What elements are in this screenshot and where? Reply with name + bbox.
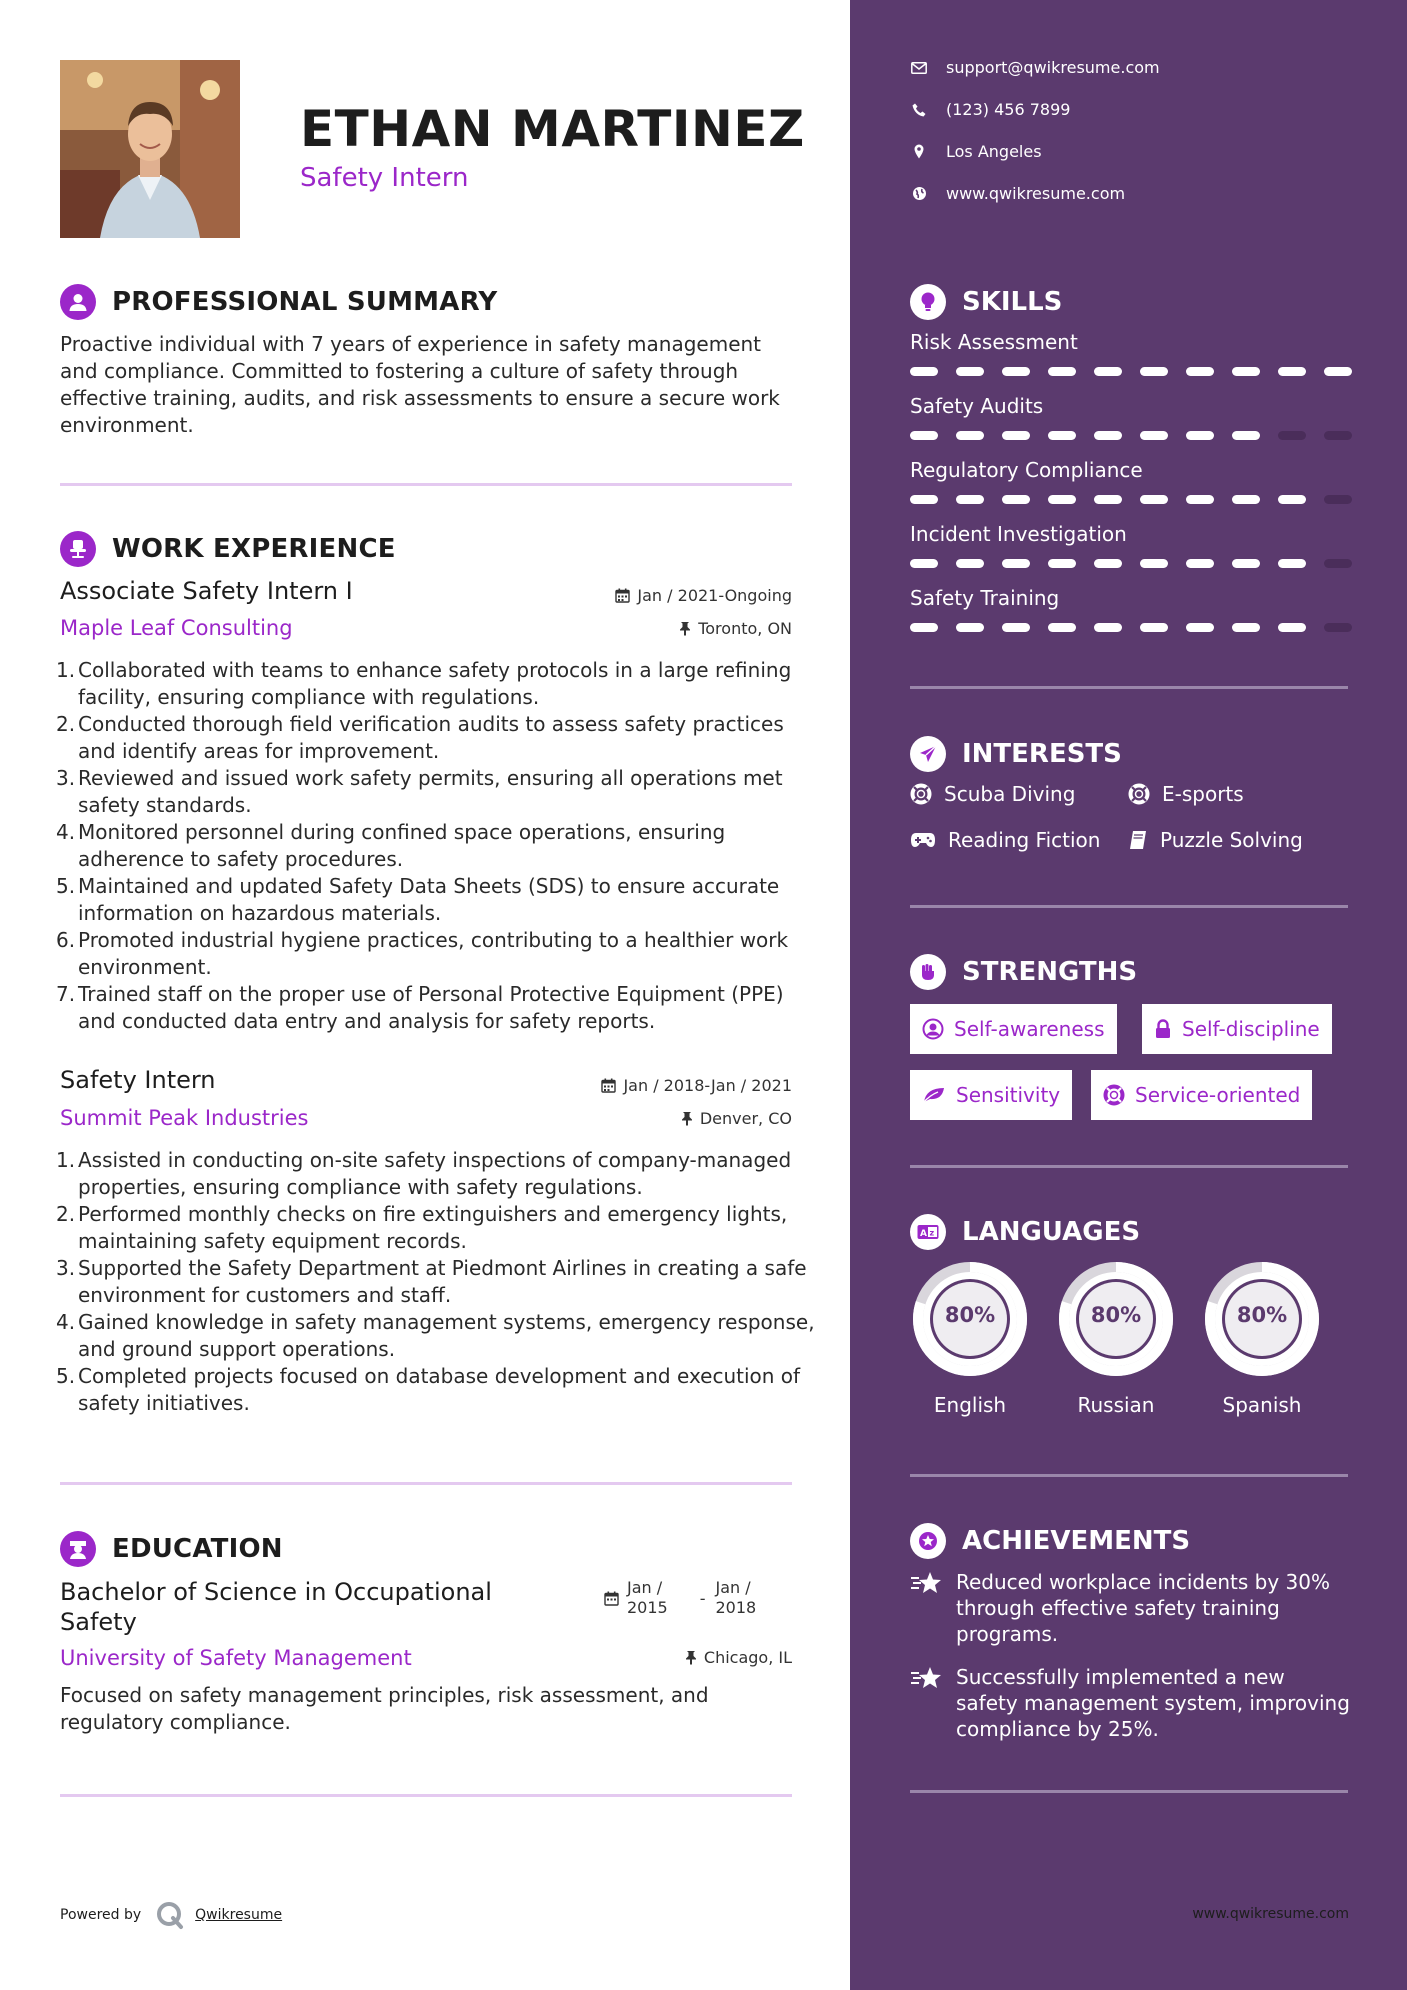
rating-dot-filled xyxy=(956,495,984,504)
rating-dot-filled xyxy=(1094,495,1122,504)
education-heading xyxy=(60,1531,283,1567)
strengths-heading xyxy=(910,954,1137,990)
paper-plane-icon xyxy=(910,736,946,772)
strength-label: Service-oriented xyxy=(1135,1083,1301,1107)
rating-dot-filled xyxy=(1278,623,1306,632)
achievement-item xyxy=(910,1664,1350,1742)
skill-name: Safety Audits xyxy=(910,394,1044,418)
education-start xyxy=(627,1578,668,1618)
life-ring-icon xyxy=(1103,1084,1125,1106)
rating-dot-filled xyxy=(1186,559,1214,568)
rating-dot-filled xyxy=(910,559,938,568)
sidebar-divider xyxy=(910,1165,1348,1168)
office-chair-icon xyxy=(60,531,96,567)
skills-heading xyxy=(910,284,1062,320)
rating-dot-empty xyxy=(1278,431,1306,440)
rating-dot-filled xyxy=(956,559,984,568)
job-dates xyxy=(601,1076,792,1095)
date-separator: - xyxy=(699,1588,706,1608)
star-icon xyxy=(910,1569,944,1647)
phone-text: (123) 456 7899 xyxy=(946,100,1071,119)
star-icon xyxy=(910,1664,944,1742)
education-location-text: Chicago, IL xyxy=(703,1648,792,1667)
rating-dot-filled xyxy=(1002,495,1030,504)
email-text: support@qwikresume.com xyxy=(946,58,1160,77)
experience-heading xyxy=(60,531,396,567)
pin-icon xyxy=(681,1111,693,1126)
rating-dot-filled xyxy=(1002,623,1030,632)
job-bullets xyxy=(60,657,818,1035)
start-year: 2015 xyxy=(627,1598,668,1617)
list-item: Maintained and updated Safety Data Sheets (SDS) to ensure accurate information on hazardous materials. xyxy=(78,874,780,925)
list-item: Assisted in conducting on-site safety inspections of company-managed properties, ensuring compliance with safety regulations. xyxy=(78,1148,792,1199)
rating-dot-filled xyxy=(910,367,938,376)
interest-item xyxy=(1128,828,1303,852)
contact-phone[interactable] xyxy=(910,100,1070,119)
profile-photo xyxy=(60,60,240,238)
contact-email[interactable] xyxy=(910,58,1160,77)
list-item: Conducted thorough field verification audits to assess safety practices and identify areas for improvement. xyxy=(78,712,784,763)
rating-dot-filled xyxy=(1186,431,1214,440)
strength-chip xyxy=(1091,1070,1312,1120)
location-text: Los Angeles xyxy=(946,142,1042,161)
education-dates xyxy=(604,1578,756,1618)
rating-dot-filled xyxy=(1232,431,1260,440)
skills-title: SKILLS xyxy=(962,287,1063,317)
star-badge-icon xyxy=(910,1523,946,1559)
job-dates xyxy=(615,586,792,605)
degree-title xyxy=(60,1577,492,1637)
job-location xyxy=(679,619,792,638)
job-bullets xyxy=(60,1147,818,1417)
education-end xyxy=(716,1578,757,1618)
contact-website[interactable] xyxy=(910,184,1125,203)
list-item: Supported the Safety Department at Piedmont Airlines in creating a safe environment for customers and staff. xyxy=(78,1256,807,1307)
rating-dot-filled xyxy=(910,495,938,504)
interest-label: Reading Fiction xyxy=(948,828,1101,852)
rating-dot-filled xyxy=(1232,495,1260,504)
list-item: Monitored personnel during confined space operations, ensuring adherence to safety procedures. xyxy=(78,820,726,871)
graduate-icon xyxy=(60,1531,96,1567)
candidate-role: Safety Intern xyxy=(300,163,469,193)
pin-icon xyxy=(679,621,691,636)
svg-text:z: z xyxy=(929,1228,935,1238)
list-item: Performed monthly checks on fire extinguishers and emergency lights, maintaining safety equipment records. xyxy=(78,1202,788,1253)
envelope-icon xyxy=(910,62,928,74)
list-item: Trained staff on the proper use of Personal Protective Equipment (PPE) and conducted data entry and analysis for safety reports. xyxy=(78,982,784,1033)
interest-item xyxy=(1128,782,1244,806)
skill-rating xyxy=(910,559,1370,568)
rating-dot-filled xyxy=(1140,623,1168,632)
rating-dot-filled xyxy=(1186,367,1214,376)
qwikresume-logo-icon xyxy=(155,1900,185,1930)
rating-dot-filled xyxy=(1232,559,1260,568)
rating-dot-filled xyxy=(1232,367,1260,376)
rating-dot-filled xyxy=(956,431,984,440)
list-item: Completed projects focused on database development and execution of safety initiatives. xyxy=(78,1364,801,1415)
life-ring-icon xyxy=(910,783,932,805)
job-dates-text: Jan / 2018-Jan / 2021 xyxy=(623,1076,792,1095)
rating-dot-filled xyxy=(1186,623,1214,632)
powered-by xyxy=(60,1900,282,1930)
svg-text:A: A xyxy=(920,1229,927,1239)
book-icon xyxy=(1128,830,1148,850)
interest-item xyxy=(910,828,1100,852)
language-icon xyxy=(910,1214,946,1250)
list-item: Collaborated with teams to enhance safety protocols in a large refining facility, ensuring compliance with regulations. xyxy=(78,658,792,709)
rating-dot-empty xyxy=(1324,623,1352,632)
globe-icon xyxy=(910,186,928,201)
school-name: University of Safety Management xyxy=(60,1646,412,1670)
education-title: EDUCATION xyxy=(112,1534,283,1564)
website-text: www.qwikresume.com xyxy=(946,184,1126,203)
job-title: Associate Safety Intern I xyxy=(60,577,353,605)
section-divider xyxy=(60,483,792,486)
job-title: Safety Intern xyxy=(60,1066,216,1094)
language-gauge xyxy=(910,1259,1030,1417)
languages-title: LANGUAGES xyxy=(962,1217,1141,1247)
achievements-heading xyxy=(910,1523,1190,1559)
list-item: Gained knowledge in safety management systems, emergency response, and ground support operations. xyxy=(78,1310,815,1361)
language-name: English xyxy=(933,1393,1007,1417)
job-location-text: Toronto, ON xyxy=(698,619,792,638)
skill-rating xyxy=(910,623,1370,632)
powered-by-label: Powered by xyxy=(60,1907,142,1923)
rating-dot-filled xyxy=(1094,559,1122,568)
lock-icon xyxy=(1154,1019,1172,1039)
strength-label: Self-awareness xyxy=(954,1017,1105,1041)
skill-name: Risk Assessment xyxy=(910,330,1078,354)
education-description: Focused on safety management principles, risk assessment, and regulatory compliance. xyxy=(60,1683,709,1734)
lightbulb-icon xyxy=(910,284,946,320)
end-month: Jan / xyxy=(715,1578,751,1597)
qwikresume-link[interactable]: Qwikresume xyxy=(195,1907,283,1923)
sidebar-divider xyxy=(910,1474,1348,1477)
strength-chip xyxy=(1142,1004,1332,1054)
rating-dot-filled xyxy=(956,623,984,632)
life-ring-icon xyxy=(1128,783,1150,805)
calendar-icon xyxy=(604,1591,619,1606)
rating-dot-filled xyxy=(1048,623,1076,632)
skill-name: Regulatory Compliance xyxy=(910,458,1143,482)
rating-dot-filled xyxy=(1002,431,1030,440)
achievement-text: Reduced workplace incidents by 30% through effective safety training programs. xyxy=(956,1570,1331,1646)
list-item: Reviewed and issued work safety permits, ensuring all operations met safety standards. xyxy=(78,766,783,817)
interests-heading xyxy=(910,736,1122,772)
skill-rating xyxy=(910,367,1370,376)
strength-chip xyxy=(910,1004,1117,1054)
interests-title: INTERESTS xyxy=(962,739,1122,769)
rating-dot-filled xyxy=(1048,431,1076,440)
language-percent: 80% xyxy=(1236,1303,1288,1327)
job-dates-text: Jan / 2021-Ongoing xyxy=(637,586,792,605)
rating-dot-filled xyxy=(1094,431,1122,440)
degree-line: Safety xyxy=(60,1608,137,1636)
rating-dot-filled xyxy=(956,367,984,376)
pin-icon xyxy=(685,1650,697,1665)
language-name: Russian xyxy=(1077,1393,1155,1417)
interest-label: Puzzle Solving xyxy=(1160,828,1303,852)
rating-dot-filled xyxy=(1140,559,1168,568)
interest-label: Scuba Diving xyxy=(944,782,1076,806)
phone-icon xyxy=(910,103,928,117)
language-percent: 80% xyxy=(1090,1303,1142,1327)
achievement-item xyxy=(910,1569,1350,1647)
rating-dot-filled xyxy=(1048,495,1076,504)
user-icon xyxy=(60,284,96,320)
rating-dot-filled xyxy=(910,623,938,632)
rating-dot-filled xyxy=(1140,431,1168,440)
rating-dot-filled xyxy=(1186,495,1214,504)
calendar-icon xyxy=(615,588,630,603)
rating-dot-filled xyxy=(1232,623,1260,632)
education-location xyxy=(685,1648,792,1667)
section-divider xyxy=(60,1482,792,1485)
rating-dot-filled xyxy=(1324,367,1352,376)
skill-name: Incident Investigation xyxy=(910,522,1127,546)
rating-dot-filled xyxy=(1002,559,1030,568)
candidate-name: ETHAN MARTINEZ xyxy=(300,100,805,158)
interest-label: E-sports xyxy=(1162,782,1244,806)
languages-heading xyxy=(910,1214,1140,1250)
rating-dot-filled xyxy=(1140,367,1168,376)
language-name: Spanish xyxy=(1222,1393,1302,1417)
gamepad-icon xyxy=(910,831,936,849)
achievement-text: Successfully implemented a new safety management system, improving compliance by 25%. xyxy=(956,1665,1350,1741)
job-company: Summit Peak Industries xyxy=(60,1106,309,1130)
skill-rating xyxy=(910,495,1370,504)
rating-dot-empty xyxy=(1324,495,1352,504)
rating-dot-filled xyxy=(1278,495,1306,504)
sidebar-divider xyxy=(910,686,1348,689)
job-location-text: Denver, CO xyxy=(699,1109,792,1128)
summary-text: Proactive individual with 7 years of experience in safety management and compliance. Committed to fostering a culture of safety through effective training, audits, and risk assessments to ensure a secure work environment. xyxy=(60,332,780,437)
section-divider xyxy=(60,1794,792,1797)
map-marker-icon xyxy=(910,144,928,159)
sidebar-divider xyxy=(910,1790,1348,1793)
end-year: 2018 xyxy=(715,1598,757,1617)
rating-dot-filled xyxy=(1048,559,1076,568)
job-location xyxy=(681,1109,792,1128)
strength-chip xyxy=(910,1070,1072,1120)
calendar-icon xyxy=(601,1078,616,1093)
language-percent: 80% xyxy=(944,1303,996,1327)
rating-dot-empty xyxy=(1324,559,1352,568)
start-month: Jan / xyxy=(627,1578,663,1597)
skill-name: Safety Training xyxy=(910,586,1060,610)
rating-dot-filled xyxy=(1048,367,1076,376)
list-item: Promoted industrial hygiene practices, contributing to a healthier work environment. xyxy=(78,928,789,979)
leaf-icon xyxy=(922,1086,946,1104)
summary-title: PROFESSIONAL SUMMARY xyxy=(112,287,498,317)
skill-rating xyxy=(910,431,1370,440)
rating-dot-filled xyxy=(1094,623,1122,632)
rating-dot-filled xyxy=(910,431,938,440)
language-gauge xyxy=(1202,1259,1322,1417)
strengths-title: STRENGTHS xyxy=(962,957,1138,987)
user-circle-icon xyxy=(922,1018,944,1040)
fist-icon xyxy=(910,954,946,990)
footer-url[interactable]: www.qwikresume.com xyxy=(1192,1906,1349,1922)
language-gauge xyxy=(1056,1259,1176,1417)
achievements-title: ACHIEVEMENTS xyxy=(962,1526,1191,1556)
experience-title: WORK EXPERIENCE xyxy=(112,534,396,564)
degree-line: Bachelor of Science in Occupational xyxy=(60,1578,492,1606)
job-company: Maple Leaf Consulting xyxy=(60,616,293,640)
strength-label: Sensitivity xyxy=(956,1083,1061,1107)
contact-location xyxy=(910,142,1042,161)
rating-dot-filled xyxy=(1140,495,1168,504)
interest-item xyxy=(910,782,1075,806)
rating-dot-filled xyxy=(1278,367,1306,376)
summary-heading xyxy=(60,284,497,320)
rating-dot-empty xyxy=(1324,431,1352,440)
rating-dot-filled xyxy=(1278,559,1306,568)
sidebar-divider xyxy=(910,905,1348,908)
strength-label: Self-discipline xyxy=(1182,1017,1320,1041)
rating-dot-filled xyxy=(1094,367,1122,376)
rating-dot-filled xyxy=(1002,367,1030,376)
